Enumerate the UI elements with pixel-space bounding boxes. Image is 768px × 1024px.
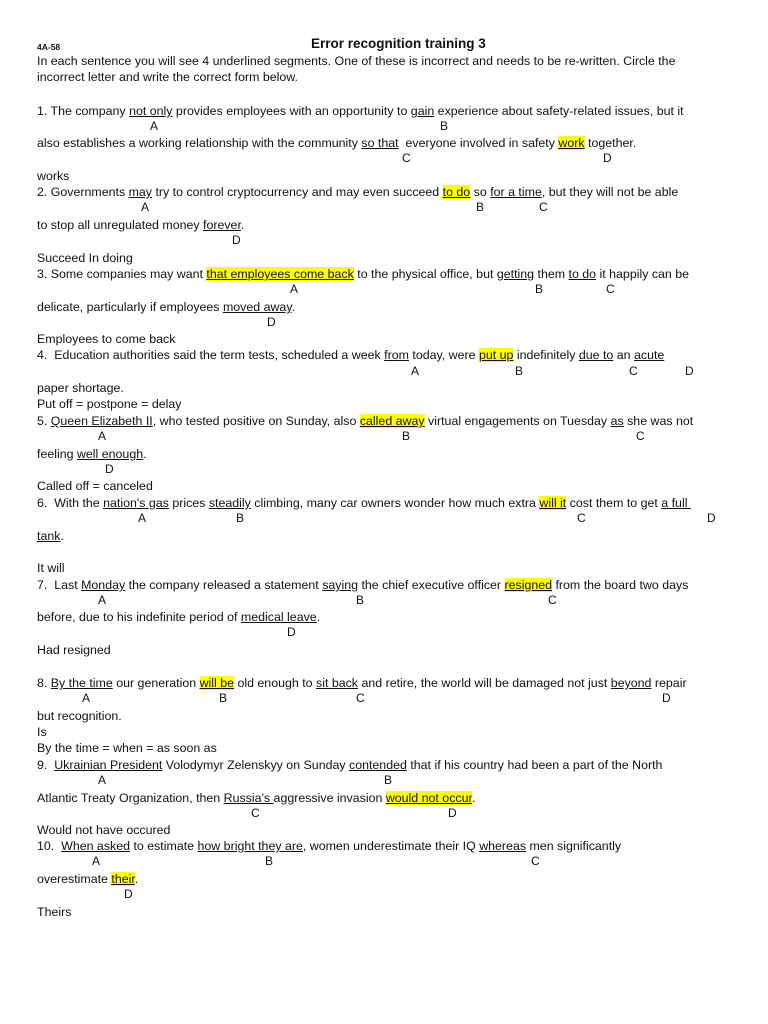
text-segment: Volodymyr Zelenskyy on Sunday [162, 758, 349, 772]
page-title: Error recognition training 3 [311, 36, 486, 51]
text-segment: , who tested positive on Sunday, also [152, 414, 360, 428]
text-segment: . [471, 791, 476, 805]
option-letter: D [105, 462, 114, 476]
text-segment: aggressive invasion [273, 791, 386, 805]
highlighted-segment [558, 136, 584, 150]
option-letter: A [98, 429, 107, 443]
text-segment: . [60, 529, 64, 543]
underlined-segment: resigned [504, 578, 553, 592]
underlined-segment: from [384, 348, 409, 362]
document-code: 4A-58 [37, 42, 61, 52]
highlighted-segment [200, 676, 234, 690]
highlighted-segment [111, 872, 134, 886]
text-segment: to the physical office, but [353, 267, 497, 281]
option-letter: C [629, 364, 638, 378]
option-letter: A [141, 200, 150, 214]
text-segment: 5. [37, 414, 51, 428]
option-letter: D [662, 691, 671, 705]
text-segment: . [291, 300, 296, 314]
option-letter: D [232, 233, 241, 247]
text-line [37, 642, 111, 658]
text-segment: that if his country had been a part of the North [406, 758, 663, 772]
underlined-segment: steadily [208, 496, 251, 510]
text-segment: the chief executive officer [358, 578, 505, 592]
option-letter: C [539, 200, 548, 214]
highlighted-segment [505, 578, 553, 592]
underlined-segment: medical leave [240, 610, 317, 624]
text-segment: 6. With the [37, 496, 104, 510]
option-letter: B [236, 511, 245, 525]
text-segment: 8. [37, 676, 51, 690]
underlined-segment: will it [539, 496, 567, 510]
highlighted-segment [479, 348, 513, 362]
text-line [37, 478, 153, 494]
text-segment: indefinitely [513, 348, 579, 362]
underlined-segment: getting [496, 267, 535, 281]
text-segment: Is [37, 725, 47, 739]
text-segment: from the board two days [552, 578, 689, 592]
text-segment: 9. [37, 758, 55, 772]
highlighted-segment [443, 185, 471, 199]
option-letter: A [92, 854, 101, 868]
text-line [37, 724, 47, 740]
underlined-segment: saying [322, 578, 359, 592]
underlined-segment: sit back [316, 676, 359, 690]
option-letter: C [548, 593, 557, 607]
option-letter: B [384, 773, 393, 787]
underlined-segment: contended [349, 758, 407, 772]
text-segment: . [143, 447, 147, 461]
underlined-segment: due to [578, 348, 614, 362]
underlined-segment: Ukrainian President [54, 758, 163, 772]
text-segment: the company released a statement [125, 578, 323, 592]
underlined-segment: whereas [479, 839, 527, 853]
underlined-segment: will be [199, 676, 234, 690]
text-line [37, 871, 138, 887]
text-line [37, 560, 65, 576]
text-segment: By the time = when = as soon as [37, 741, 217, 755]
text-segment: it happily can be [596, 267, 690, 281]
text-segment: virtual engagements on Tuesday [424, 414, 611, 428]
text-line [37, 168, 69, 184]
text-line [37, 528, 64, 544]
text-line [37, 413, 693, 429]
underlined-segment: their [111, 872, 135, 886]
text-segment: 7. Last [37, 578, 82, 592]
text-line [37, 250, 133, 266]
underlined-segment: how bright they are [197, 839, 303, 853]
text-segment: old enough to [234, 676, 316, 690]
underlined-segment: to do [442, 185, 471, 199]
text-segment: Had resigned [37, 643, 111, 657]
option-letter: C [251, 806, 260, 820]
text-segment: . [134, 872, 139, 886]
text-segment: to stop all unregulated money [37, 218, 204, 232]
option-letter: D [603, 151, 612, 165]
underlined-segment: would not occur [385, 791, 472, 805]
text-line [37, 217, 244, 233]
text-segment: our generation [112, 676, 200, 690]
text-segment: together. [584, 136, 637, 150]
option-letter: B [440, 119, 449, 133]
text-segment: before, due to his indefinite period of [37, 610, 241, 624]
option-letter: C [636, 429, 645, 443]
text-segment: 3. Some companies may want [37, 267, 207, 281]
underlined-segment: called away [359, 414, 425, 428]
text-segment: climbing, many car owners wonder how much extra [250, 496, 540, 510]
text-segment: she was not [623, 414, 694, 428]
text-line [37, 757, 662, 773]
highlighted-segment [206, 267, 353, 281]
option-letter: B [535, 282, 544, 296]
underlined-segment: nation's gas [103, 496, 169, 510]
underlined-segment: forever [203, 218, 241, 232]
underlined-segment: moved away [222, 300, 292, 314]
text-segment: It will [37, 561, 65, 575]
text-line [37, 822, 170, 838]
underlined-segment: a full [661, 496, 691, 510]
text-line [37, 577, 688, 593]
text-line [37, 446, 147, 462]
underlined-segment: Monday [81, 578, 126, 592]
option-letter: A [138, 511, 147, 525]
text-line [37, 708, 122, 724]
underlined-segment: work [558, 136, 585, 150]
text-segment: Put off = postpone = delay [37, 397, 182, 411]
underlined-segment: Russia's [223, 791, 274, 805]
text-segment: 2. Governments [37, 185, 129, 199]
text-segment: Atlantic Treaty Organization, then [37, 791, 224, 805]
option-letter: A [98, 593, 107, 607]
text-segment: cost them to get [566, 496, 662, 510]
instructions-line-2: incorrect letter and write the correct form below. [37, 70, 298, 84]
text-line [37, 135, 636, 151]
option-letter: B [219, 691, 228, 705]
option-letter: C [356, 691, 365, 705]
option-letter: D [448, 806, 457, 820]
underlined-segment: tank [37, 529, 61, 543]
text-segment: 1. The company [37, 104, 130, 118]
underlined-segment: may [128, 185, 153, 199]
underlined-segment: for a time [490, 185, 542, 199]
text-segment: overestimate [37, 872, 112, 886]
underlined-segment: acute [633, 348, 665, 362]
highlighted-segment [539, 496, 566, 510]
underlined-segment: gain [410, 104, 435, 118]
text-line [37, 904, 71, 920]
option-letter: A [290, 282, 299, 296]
text-line [37, 299, 295, 315]
option-letter: B [356, 593, 365, 607]
option-letter: A [150, 119, 159, 133]
text-segment: Employees to come back [37, 332, 176, 346]
text-line [37, 331, 175, 347]
option-letter: D [707, 511, 716, 525]
option-letter: B [476, 200, 485, 214]
option-letter: D [685, 364, 694, 378]
underlined-segment: beyond [610, 676, 652, 690]
underlined-segment: so that [361, 136, 399, 150]
option-letter: A [411, 364, 420, 378]
text-segment: try to control cryptocurrency and may even succeed [152, 185, 443, 199]
text-segment: today, were [408, 348, 479, 362]
text-line [37, 675, 687, 691]
underlined-segment: that employees come back [206, 267, 354, 281]
text-line [37, 495, 691, 511]
option-letter: A [98, 773, 107, 787]
text-segment: to estimate [130, 839, 198, 853]
text-segment: them [534, 267, 569, 281]
highlighted-segment [360, 414, 425, 428]
underlined-segment: well enough [76, 447, 144, 461]
option-letter: B [402, 429, 411, 443]
highlighted-segment [386, 791, 472, 805]
text-segment: . [240, 218, 245, 232]
option-letter: C [577, 511, 586, 525]
underlined-segment: put up [478, 348, 514, 362]
option-letter: D [267, 315, 276, 329]
underlined-segment: Queen Elizabeth II [50, 414, 153, 428]
text-line [37, 184, 678, 200]
text-segment: . [316, 610, 321, 624]
text-line [37, 609, 320, 625]
text-segment: Theirs [37, 905, 72, 919]
text-segment: feeling [37, 447, 77, 461]
text-segment: paper shortage. [37, 381, 124, 395]
text-segment: delicate, particularly if employees [37, 300, 223, 314]
text-segment: works [37, 169, 70, 183]
text-segment: so [470, 185, 491, 199]
text-segment: , women underestimate their IQ [302, 839, 480, 853]
underlined-segment: as [610, 414, 624, 428]
text-line [37, 396, 181, 412]
underlined-segment: to do [568, 267, 597, 281]
underlined-segment: not only [129, 104, 173, 118]
option-letter: A [82, 691, 91, 705]
text-line [37, 103, 684, 119]
text-segment: everyone involved in safety [398, 136, 559, 150]
text-line [37, 380, 124, 396]
option-letter: C [402, 151, 411, 165]
option-letter: B [265, 854, 274, 868]
text-segment: , but they will not be able [541, 185, 679, 199]
text-segment: experience about safety-related issues, but it [434, 104, 684, 118]
text-line [37, 266, 689, 282]
option-letter: B [515, 364, 524, 378]
text-segment: Succeed In doing [37, 251, 133, 265]
text-segment: men significantly [526, 839, 622, 853]
option-letter: D [124, 887, 133, 901]
text-segment: 10. [37, 839, 62, 853]
text-segment: provides employees with an opportunity to [172, 104, 411, 118]
option-letter: C [531, 854, 540, 868]
text-segment: and retire, the world will be damaged not just [358, 676, 611, 690]
instructions-line-1: In each sentence you will see 4 underlined segments. One of these is incorrect and needs to be re-written. Circle the [37, 54, 676, 68]
text-line [37, 790, 475, 806]
text-segment: Would not have occured [37, 823, 171, 837]
text-segment: but recognition. [37, 709, 122, 723]
text-line [37, 838, 621, 854]
text-line [37, 347, 664, 363]
underlined-segment: When asked [61, 839, 130, 853]
text-segment: repair [651, 676, 687, 690]
text-segment: also establishes a working relationship with the community [37, 136, 362, 150]
text-segment: Called off = canceled [37, 479, 153, 493]
text-segment: an [613, 348, 634, 362]
text-line [37, 740, 217, 756]
underlined-segment: By the time [50, 676, 113, 690]
option-letter: C [606, 282, 615, 296]
option-letter: D [287, 625, 296, 639]
text-segment: 4. Education authorities said the term tests, scheduled a week [37, 348, 385, 362]
text-segment: prices [168, 496, 209, 510]
